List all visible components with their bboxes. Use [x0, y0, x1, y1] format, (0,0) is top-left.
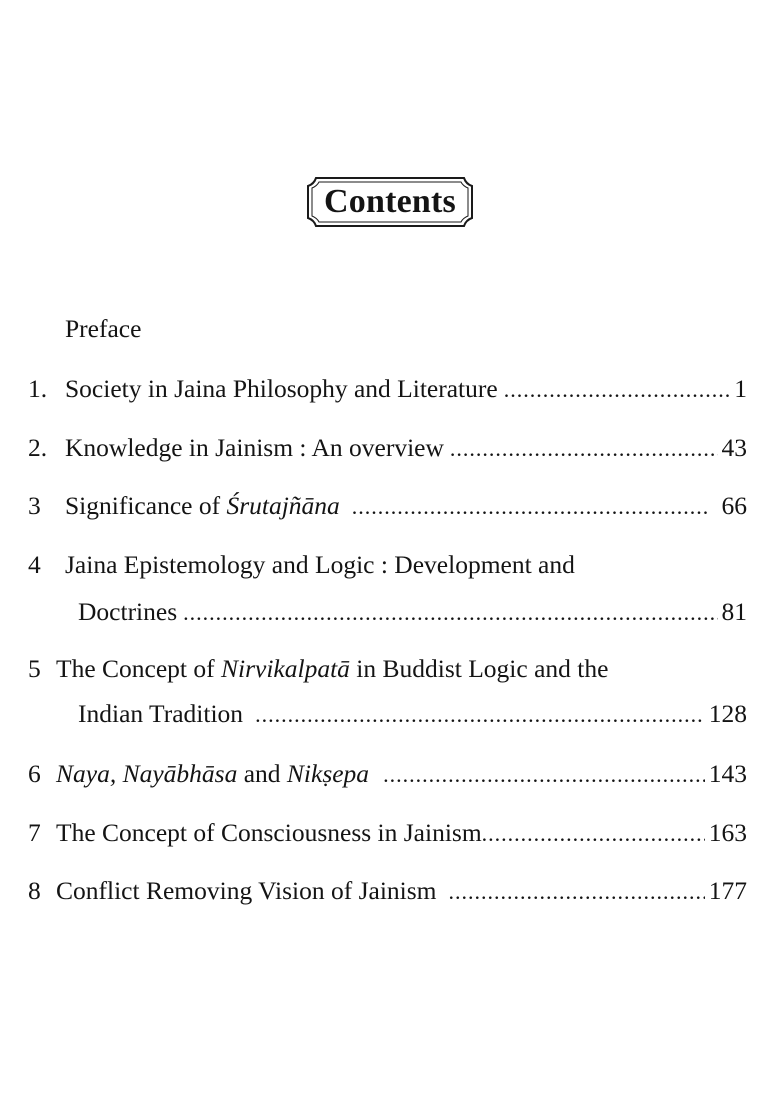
toc-entry-title — [65, 489, 340, 523]
toc-entry-number: 4 — [28, 550, 41, 579]
toc-entry-title: The Concept of Consciousness in Jainism — [56, 818, 482, 847]
toc-entry-4-line2[interactable] — [78, 595, 747, 629]
toc-entry-title-cont: Indian Tradition — [78, 699, 244, 728]
dot-leader — [482, 817, 705, 851]
toc-entry-page: 128 — [708, 699, 747, 728]
toc-entry-title-text: and — [237, 759, 287, 788]
toc-entry-page: 1 — [734, 374, 747, 403]
toc-entry-title-italic: Nikṣepa — [286, 759, 370, 788]
dot-leader — [352, 490, 708, 524]
toc-entry-page: 43 — [721, 433, 747, 462]
toc-entry-number: 5 — [28, 654, 41, 683]
toc-entry-page: 66 — [721, 491, 747, 520]
toc-entry-2[interactable] — [65, 431, 747, 465]
toc-entry-title-text: Significance of — [65, 491, 227, 520]
toc-entry-page: 143 — [708, 759, 747, 788]
toc-entry-title — [56, 757, 369, 791]
toc-entry-title: Jaina Epistemology and Logic : Development and — [65, 550, 575, 579]
toc-entry-5-line2[interactable] — [78, 697, 747, 731]
dot-leader — [183, 596, 717, 630]
toc-entry-1[interactable] — [65, 372, 747, 406]
toc-entry-title-cont: Doctrines — [78, 597, 178, 626]
dot-leader — [255, 698, 705, 732]
toc-preface-label: Preface — [65, 314, 142, 343]
toc-preface[interactable] — [65, 312, 141, 346]
toc-entry-number: 6 — [28, 759, 41, 788]
toc-entry-number: 2. — [28, 433, 48, 462]
toc-entry-title-text: The Concept of — [56, 654, 221, 683]
dot-leader — [504, 373, 731, 407]
toc-entry-title: Conflict Removing Vision of Jainism — [56, 876, 437, 905]
toc-entry-7[interactable] — [56, 816, 747, 850]
toc-entry-5-line1[interactable] — [56, 652, 608, 686]
toc-entry-3[interactable] — [65, 489, 747, 523]
toc-entry-page: 81 — [721, 597, 747, 626]
dot-leader — [449, 875, 705, 909]
toc-entry-title: Society in Jaina Philosophy and Literature — [65, 374, 498, 403]
toc-entry-title-italic: Śrutajñāna — [226, 491, 340, 520]
toc-entry-title-italic: Naya, Nayābhāsa — [56, 759, 238, 788]
dot-leader — [383, 758, 705, 792]
toc-entry-number: 8 — [28, 876, 41, 905]
toc-entry-title-text: in Buddist Logic and the — [349, 654, 609, 683]
toc-entry-title — [56, 652, 608, 686]
toc-entry-number: 7 — [28, 818, 41, 847]
toc-entry-6[interactable] — [56, 757, 747, 791]
toc-entry-page: 163 — [708, 818, 747, 847]
toc-entry-title-italic: Nirvikalpatā — [221, 654, 350, 683]
toc-entry-8[interactable] — [56, 874, 747, 908]
toc-entry-4-line1[interactable] — [65, 548, 575, 582]
page-title: Contents — [324, 183, 456, 220]
toc-entry-number: 1. — [28, 374, 48, 403]
dot-leader — [450, 432, 718, 466]
toc-entry-page: 177 — [708, 876, 747, 905]
toc-entry-title: Knowledge in Jainism : An overview — [65, 433, 444, 462]
toc-entry-number: 3 — [28, 491, 41, 520]
